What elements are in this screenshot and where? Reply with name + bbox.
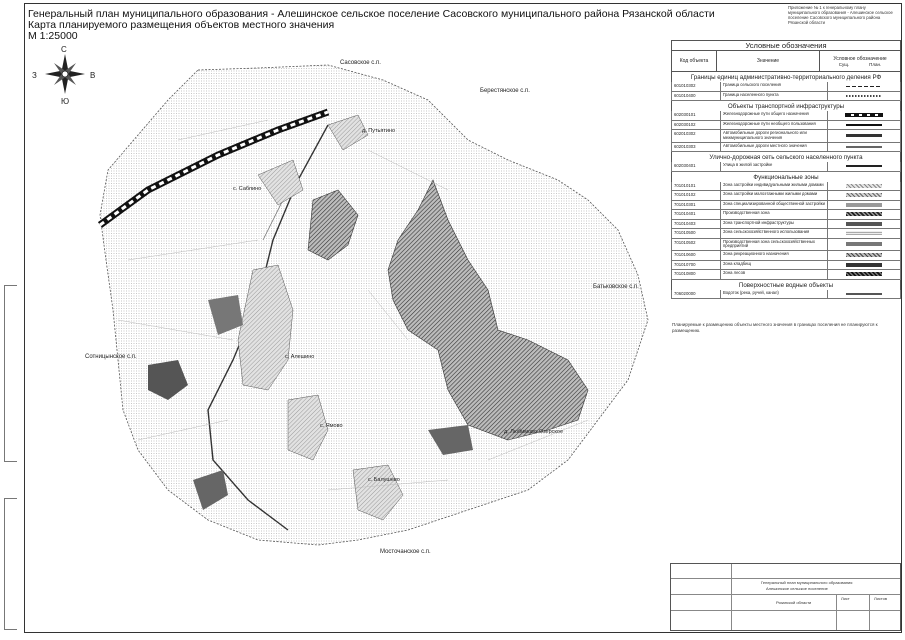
legend-code: 701010700 — [672, 261, 721, 270]
legend-row — [671, 290, 901, 300]
stamp-line3: Рязанской области — [776, 600, 812, 605]
legend-row — [671, 229, 901, 239]
legend-row — [671, 121, 901, 131]
legend-code: 701010403 — [672, 220, 721, 229]
col-value: Значение — [717, 51, 820, 71]
stamp-line1: Генеральный план муниципального образования — [761, 580, 853, 585]
label-lyubimovo: д. Любимово-Озерское — [504, 429, 564, 435]
label-berestyanki: Берестянское с.п. — [480, 88, 530, 94]
legend-symbol — [828, 290, 900, 299]
map-canvas — [28, 40, 668, 630]
north-arrow-icon — [45, 54, 85, 94]
legend-code: 701010500 — [672, 229, 721, 238]
legend-row — [671, 82, 901, 92]
label-sasovo: Сасовское с.п. — [340, 60, 381, 66]
legend-code: 701010502 — [672, 239, 721, 251]
legend-code: 602030102 — [672, 121, 721, 130]
label-mostoshchanskoe: Мосточанское с.п. — [380, 549, 431, 555]
legend-swatch — [846, 293, 882, 295]
legend-name: Водоток (река, ручей, канал) — [721, 290, 828, 299]
legend-name: Граница населенного пункта — [721, 92, 828, 101]
legend-swatch — [846, 124, 882, 126]
legend-swatch — [846, 193, 882, 197]
legend-symbol — [828, 162, 900, 171]
legend-symbol — [828, 121, 900, 130]
legend-swatch — [846, 212, 882, 216]
map-subtitle: Карта планируемого размещения объектов местного значения — [28, 19, 335, 31]
legend-symbol — [828, 92, 900, 101]
legend-row — [671, 270, 901, 280]
legend-swatch — [846, 165, 882, 167]
legend-row — [671, 143, 901, 153]
legend-name: Железнодорожные пути необщего пользования — [721, 121, 828, 130]
legend-swatch — [846, 95, 882, 97]
legend-code: 701010600 — [672, 251, 721, 260]
legend-swatch — [845, 113, 883, 117]
legend-name: Автомобильные дороги регионального или межмуниципального значения — [721, 130, 828, 142]
legend-name: Зона рекреационного назначения — [721, 251, 828, 260]
legend-symbol — [828, 270, 900, 279]
compass-e: В — [90, 71, 96, 80]
legend-note: Планируемые к размещению объекты местного значения в границах поселения не планируются к размещению. — [672, 322, 878, 333]
legend-symbol — [828, 239, 900, 251]
legend-swatch — [846, 253, 882, 257]
legend-swatch — [846, 146, 882, 148]
legend-code: 601010400 — [672, 92, 721, 101]
legend-row — [671, 261, 901, 271]
legend-symbol — [828, 82, 900, 91]
legend-section-title: Границы единиц административно-территориального деления РФ — [671, 72, 901, 82]
legend-swatch — [846, 134, 882, 137]
legend-code: 601010302 — [672, 82, 721, 91]
legend-row — [671, 162, 901, 172]
legend-code: 701010301 — [672, 201, 721, 210]
legend-name: Автомобильные дороги местного значения — [721, 143, 828, 152]
map-title: Генеральный план муниципального образования - Алешинское сельское поселение Сасовского муниципального района Рязанской области — [28, 8, 715, 20]
legend-symbol — [828, 182, 900, 191]
legend-symbol — [828, 229, 900, 238]
legend-name: Производственная зона сельскохозяйственных предприятий — [721, 239, 828, 251]
legend-swatch — [846, 231, 882, 235]
legend-symbol — [828, 191, 900, 200]
legend-name: Зона кладбищ — [721, 261, 828, 270]
label-sotnitsy: Сотницынское с.п. — [85, 354, 137, 360]
legend-symbol — [828, 210, 900, 219]
side-ruler-lower — [4, 498, 17, 630]
label-sablino: с. Саблино — [233, 186, 262, 192]
legend-name: Зона застройки малоэтажными жилыми домами — [721, 191, 828, 200]
legend-swatch — [846, 184, 882, 188]
appendix-note: Приложение № 1 к генеральному плану муниципального образования - Алешинское сельское поселение Сасовского муниципального района Рязанской области — [788, 5, 893, 25]
legend-row — [671, 201, 901, 211]
legend-code: 701010101 — [672, 182, 721, 191]
legend-row — [671, 210, 901, 220]
legend-code: 701010102 — [672, 191, 721, 200]
legend-symbol — [828, 251, 900, 260]
title-block — [670, 563, 901, 631]
compass-n: С — [61, 45, 67, 54]
legend-name: Производственная зона — [721, 210, 828, 219]
legend-symbol — [828, 130, 900, 142]
label-putyatino: д. Путьятино — [362, 128, 396, 134]
legend-swatch — [846, 272, 882, 276]
legend-row — [671, 130, 901, 143]
label-batkovskoe: Батьковское с.п. — [593, 284, 639, 290]
legend-section-title: Улично-дорожная сеть сельского населенного пункта — [671, 152, 901, 162]
label-aleshino: с. Алешино — [285, 354, 315, 360]
legend-name: Железнодорожные пути общего назначения — [721, 111, 828, 120]
label-yamovo: с. Ямово — [320, 423, 343, 429]
col-symbol-wrap — [820, 51, 900, 71]
legend — [671, 40, 901, 340]
legend-name: Граница сельского поселения — [721, 82, 828, 91]
legend-symbol — [828, 143, 900, 152]
legend-row — [671, 92, 901, 102]
legend-name: Зона застройки индивидуальными жилыми домами — [721, 182, 828, 191]
legend-code: 701010401 — [672, 210, 721, 219]
legend-row — [671, 111, 901, 121]
legend-swatch — [846, 242, 882, 246]
legend-code: 602010303 — [672, 143, 721, 152]
col-plan: План. — [869, 61, 882, 67]
legend-symbol — [828, 111, 900, 120]
stamp-sheets: Листов — [874, 596, 887, 601]
stamp-line2: Алешинское сельское поселение — [766, 586, 828, 591]
legend-section-title: Поверхностные водные объекты — [671, 280, 901, 290]
legend-row — [671, 251, 901, 261]
legend-symbol — [828, 261, 900, 270]
legend-code: 602030101 — [672, 111, 721, 120]
legend-swatch — [846, 203, 882, 207]
legend-code: 602030401 — [672, 162, 721, 171]
compass-w: З — [32, 71, 37, 80]
legend-body — [671, 72, 901, 299]
legend-symbol — [828, 201, 900, 210]
legend-row — [671, 239, 901, 252]
col-code: Код объекта — [672, 51, 717, 71]
legend-swatch — [846, 86, 882, 88]
legend-row — [671, 220, 901, 230]
legend-code: 701010800 — [672, 270, 721, 279]
legend-section-title: Функциональные зоны — [671, 172, 901, 182]
legend-swatch — [846, 222, 882, 226]
legend-code: 706020000 — [672, 290, 721, 299]
compass-s: Ю — [61, 97, 70, 106]
legend-columns — [671, 50, 901, 72]
col-exist: Сущ. — [838, 61, 850, 67]
legend-code: 602010302 — [672, 130, 721, 142]
label-balushevo: с. Балушево — [368, 477, 400, 483]
legend-name: Зона специализированной общественной застройки — [721, 201, 828, 210]
side-ruler — [4, 285, 17, 462]
map-scale: М 1:25000 — [28, 30, 78, 42]
legend-name: Зона лесов — [721, 270, 828, 279]
legend-name: Зона сельскохозяйственного использования — [721, 229, 828, 238]
legend-swatch — [846, 263, 882, 267]
legend-section-title: Объекты транспортной инфраструктуры — [671, 101, 901, 111]
stamp-sheet: Лист — [841, 596, 850, 601]
legend-symbol — [828, 220, 900, 229]
legend-row — [671, 191, 901, 201]
legend-name: Зона транспортной инфраструктуры — [721, 220, 828, 229]
legend-row — [671, 182, 901, 192]
legend-title: Условные обозначения — [671, 40, 901, 50]
col-symbol: Условное обозначение — [833, 55, 887, 62]
legend-name: Улица в жилой застройке — [721, 162, 828, 171]
